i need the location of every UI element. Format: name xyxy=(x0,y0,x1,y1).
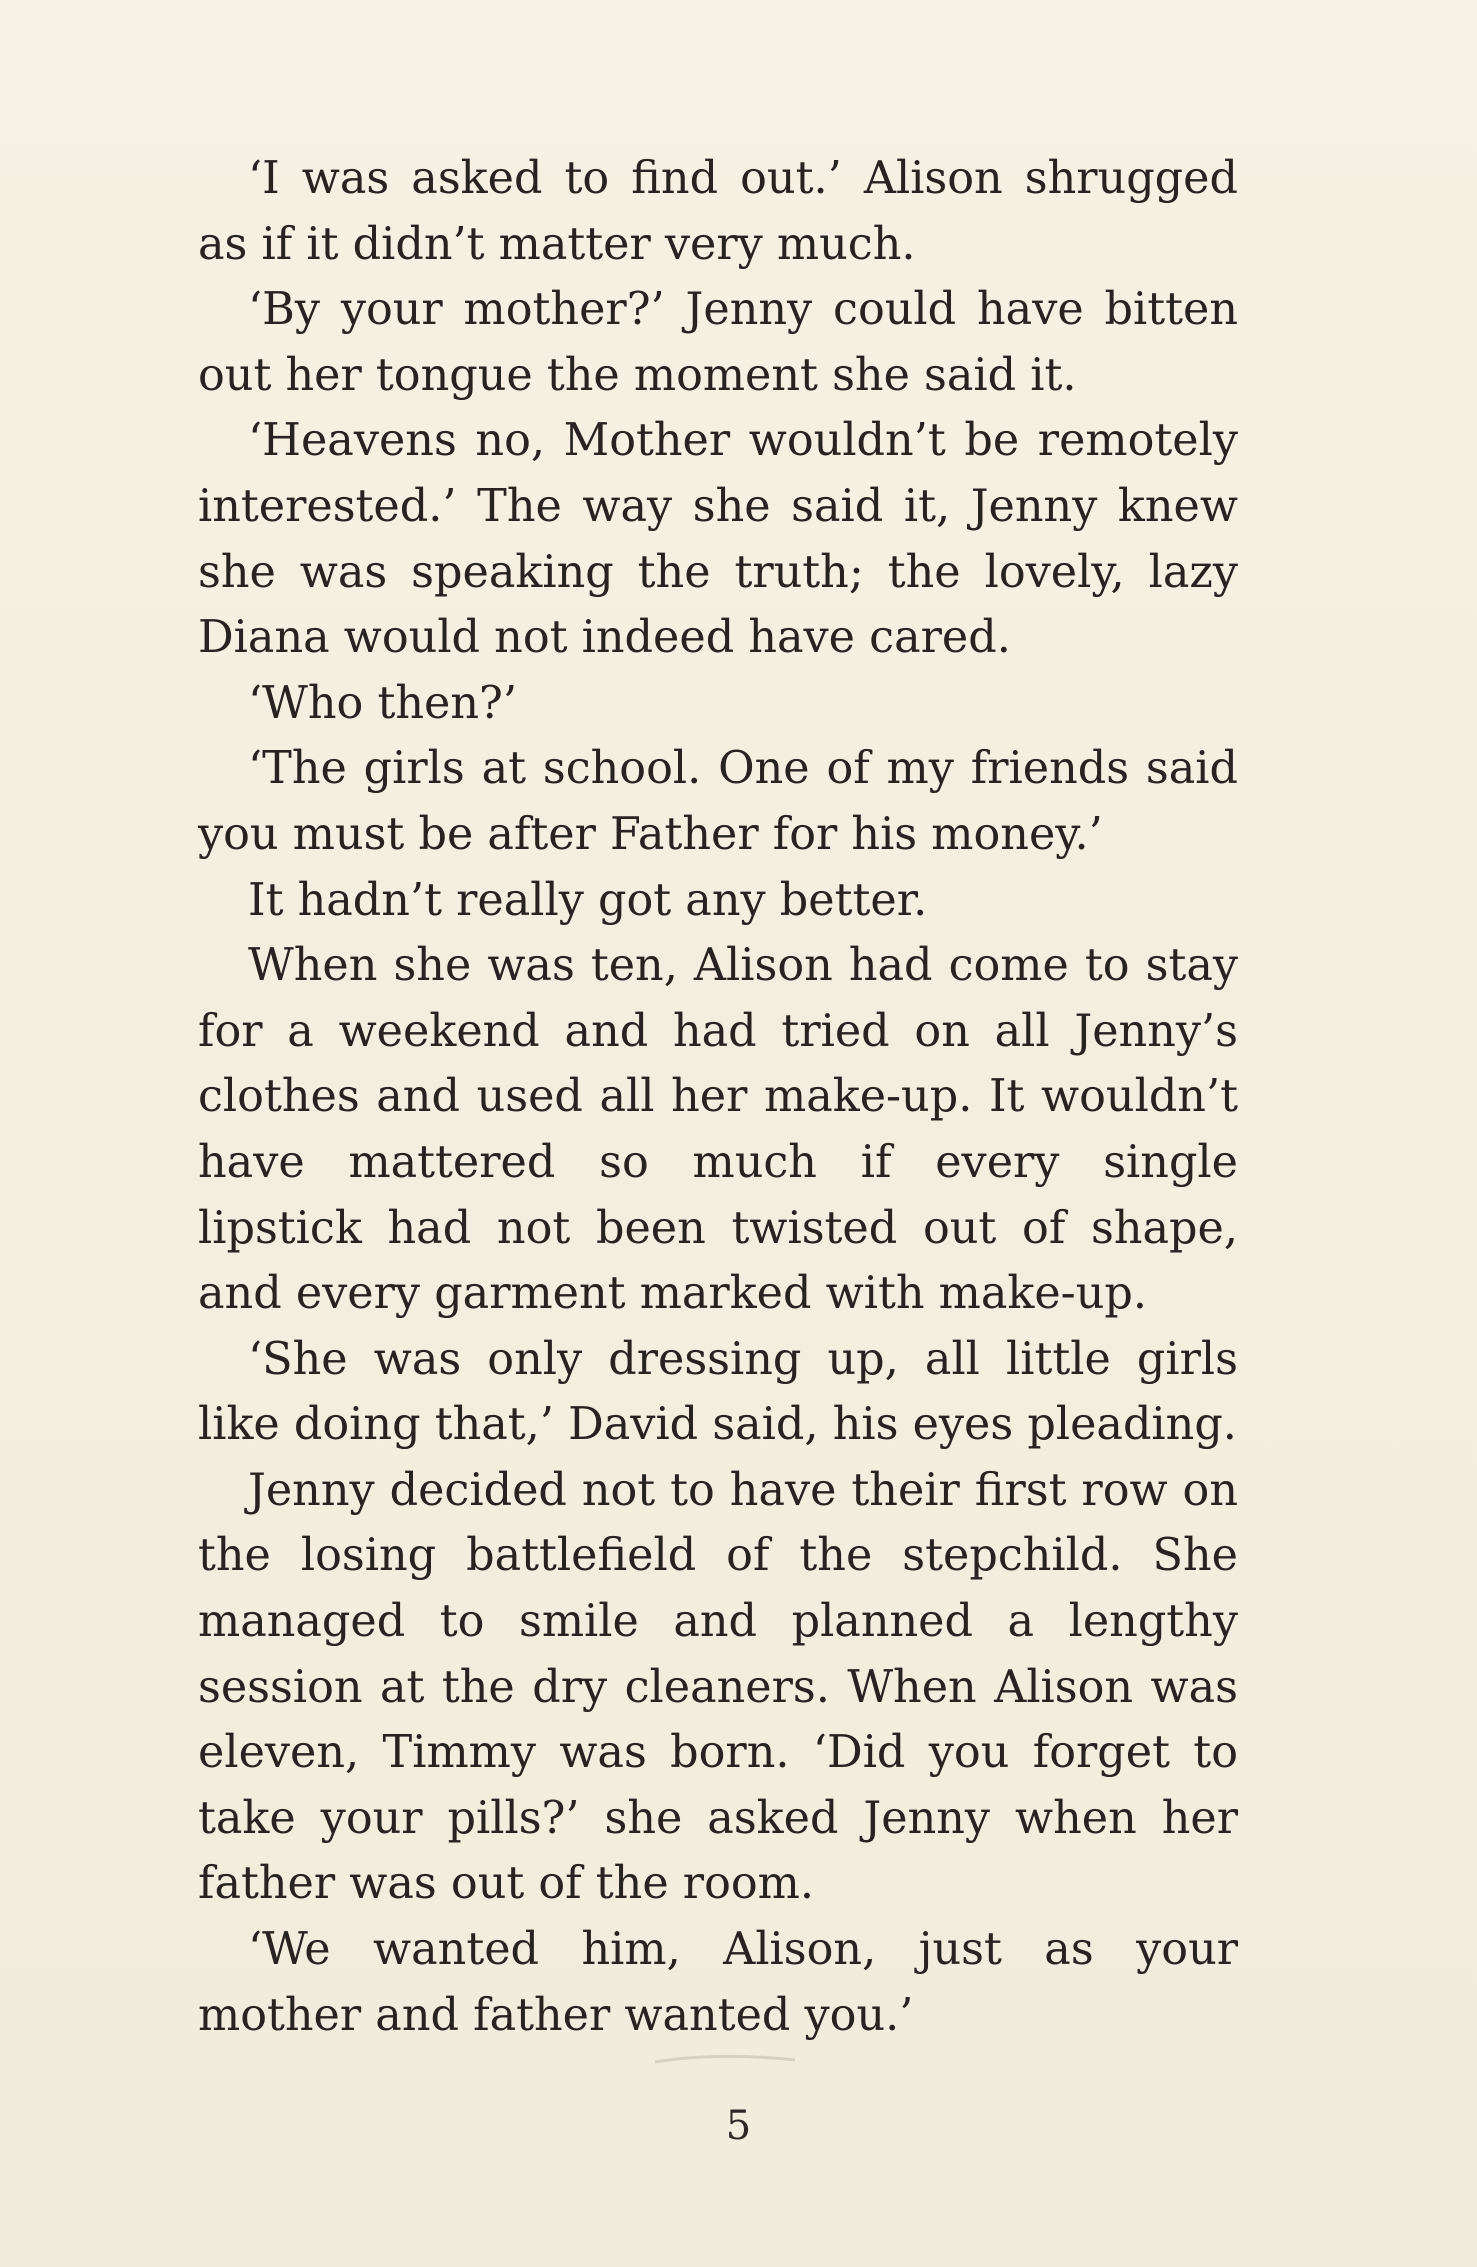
paragraph: It hadn’t really got any better. xyxy=(248,874,928,926)
paragraph: ‘Who then?’ xyxy=(248,677,518,729)
paragraph: Jenny decided not to have their first row on the losing battlefield of the stepchild. She managed to smile and planned a lengthy session at the dry cleaners. When Alison was eleven, Timmy was born. ‘Did you forget to take your pills?’ she asked Jenny when her father was out of the room. xyxy=(198,1464,1238,1910)
paragraph: ‘She was only dressing up, all little girls like doing that,’ David said, his eyes pleading. xyxy=(198,1333,1238,1451)
paragraph: When she was ten, Alison had come to stay for a weekend and had tried on all Jenny’s clothes and used all her make-up. It wouldn’t have mattered so much if every single lipstick had not been twisted out of shape, and every garment marked with make-up. xyxy=(198,940,1238,1320)
page-number: 5 xyxy=(725,2103,752,2149)
paragraph: ‘I was asked to find out.’ Alison shrugged as if it didn’t matter very much. xyxy=(198,153,1238,270)
paragraph: ‘We wanted him, Alison, just as your mother and father wanted you.’ xyxy=(198,1924,1238,2041)
body-text xyxy=(198,146,1238,2048)
paragraph: ‘By your mother?’ Jenny could have bitten out her tongue the moment she said it. xyxy=(198,284,1238,401)
paper-mark xyxy=(650,2050,800,2070)
paragraph: ‘The girls at school. One of my friends said you must be after Father for his money.’ xyxy=(198,743,1238,860)
paragraph: ‘Heavens no, Mother wouldn’t be remotely interested.’ The way she said it, Jenny knew she was speaking the truth; the lovely, lazy Diana would not indeed have cared. xyxy=(198,415,1238,664)
